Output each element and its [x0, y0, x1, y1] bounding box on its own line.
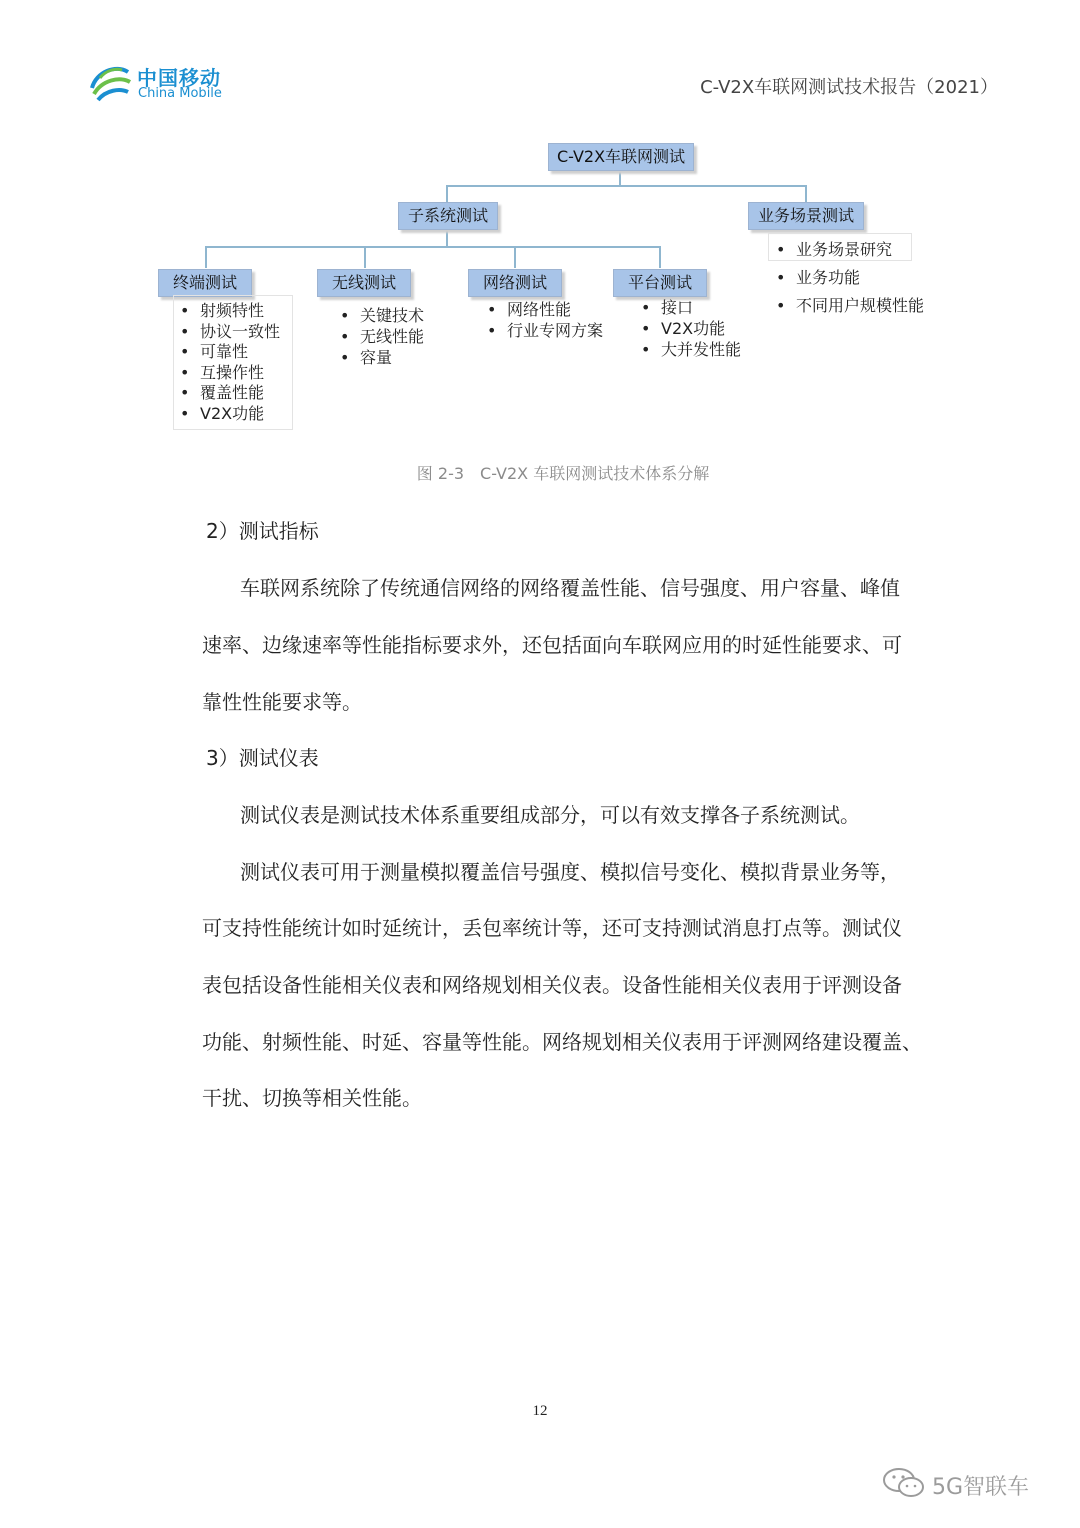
- section-heading: 2）测试指标: [206, 519, 319, 543]
- paragraph-line: 测试仪表可用于测量模拟覆盖信号强度、模拟信号变化、模拟背景业务等，: [240, 860, 900, 884]
- list-item: • 无线性能: [334, 326, 424, 347]
- list-item: • 射频特性: [174, 301, 280, 322]
- list-item: • 不同用户规模性能: [770, 292, 924, 320]
- connector: [205, 246, 207, 268]
- page-number: 12: [532, 1403, 548, 1419]
- connector: [659, 246, 661, 268]
- logo-swirl-icon: [86, 58, 134, 106]
- connector: [446, 185, 806, 187]
- connector: [364, 246, 366, 268]
- list-item: • 覆盖性能: [174, 383, 280, 404]
- logo-chinese-name: 中国移动: [137, 66, 221, 90]
- list-item: • 容量: [334, 347, 424, 368]
- connector: [805, 185, 807, 202]
- business-node: 业务场景测试: [748, 202, 864, 230]
- network-items: [481, 299, 603, 341]
- terminal-node: 终端测试: [158, 269, 252, 297]
- list-item: • 关键技术: [334, 305, 424, 326]
- connector: [446, 229, 448, 247]
- china-mobile-logo: [86, 58, 134, 106]
- wireless-node: 无线测试: [317, 269, 411, 297]
- paragraph-line: 靠性性能要求等。: [202, 690, 362, 714]
- paragraph-line: 干扰、切换等相关性能。: [202, 1086, 422, 1110]
- list-item: • 可靠性: [174, 342, 280, 363]
- wireless-items: [334, 305, 424, 368]
- root-node: C-V2X车联网测试: [548, 143, 694, 171]
- subsystem-node: 子系统测试: [398, 202, 498, 230]
- network-node: 网络测试: [468, 269, 562, 297]
- connector: [619, 170, 621, 186]
- document-title: C-V2X车联网测试技术报告（2021）: [700, 77, 998, 98]
- paragraph-line: 测试仪表是测试技术体系重要组成部分，可以有效支撑各子系统测试。: [240, 803, 860, 827]
- list-item: • 业务功能: [770, 264, 924, 292]
- logo-english-name: China Mobile: [138, 86, 222, 101]
- section-heading: 3）测试仪表: [206, 746, 319, 770]
- business-items: [770, 236, 924, 320]
- list-item: • 接口: [635, 297, 741, 318]
- paragraph-line: 速率、边缘速率等性能指标要求外，还包括面向车联网应用的时延性能要求、可: [202, 633, 902, 657]
- connector: [205, 246, 661, 248]
- list-item: • V2X功能: [174, 404, 280, 425]
- list-item: • 行业专网方案: [481, 320, 603, 341]
- wechat-icon: [882, 1466, 926, 1500]
- paragraph-line: 车联网系统除了传统通信网络的网络覆盖性能、信号强度、用户容量、峰值: [240, 576, 900, 600]
- connector: [446, 185, 448, 202]
- connector: [514, 246, 516, 268]
- list-item: • 互操作性: [174, 363, 280, 384]
- platform-items: [635, 297, 741, 360]
- paragraph-line: 可支持性能统计如时延统计，丢包率统计等，还可支持测试消息打点等。测试仪: [202, 916, 902, 940]
- list-item: • 大并发性能: [635, 339, 741, 360]
- list-item: • 业务场景研究: [770, 236, 924, 264]
- paragraph-line: 表包括设备性能相关仪表和网络规划相关仪表。设备性能相关仪表用于评测设备: [202, 973, 902, 997]
- watermark-text: 5G智联车: [932, 1475, 1030, 1500]
- paragraph-line: 功能、射频性能、时延、容量等性能。网络规划相关仪表用于评测网络建设覆盖、: [202, 1030, 922, 1054]
- list-item: • 协议一致性: [174, 322, 280, 343]
- terminal-items: [174, 301, 280, 424]
- figure-caption: 图 2-3 C-V2X 车联网测试技术体系分解: [416, 464, 710, 483]
- list-item: • V2X功能: [635, 318, 741, 339]
- list-item: • 网络性能: [481, 299, 603, 320]
- platform-node: 平台测试: [613, 269, 707, 297]
